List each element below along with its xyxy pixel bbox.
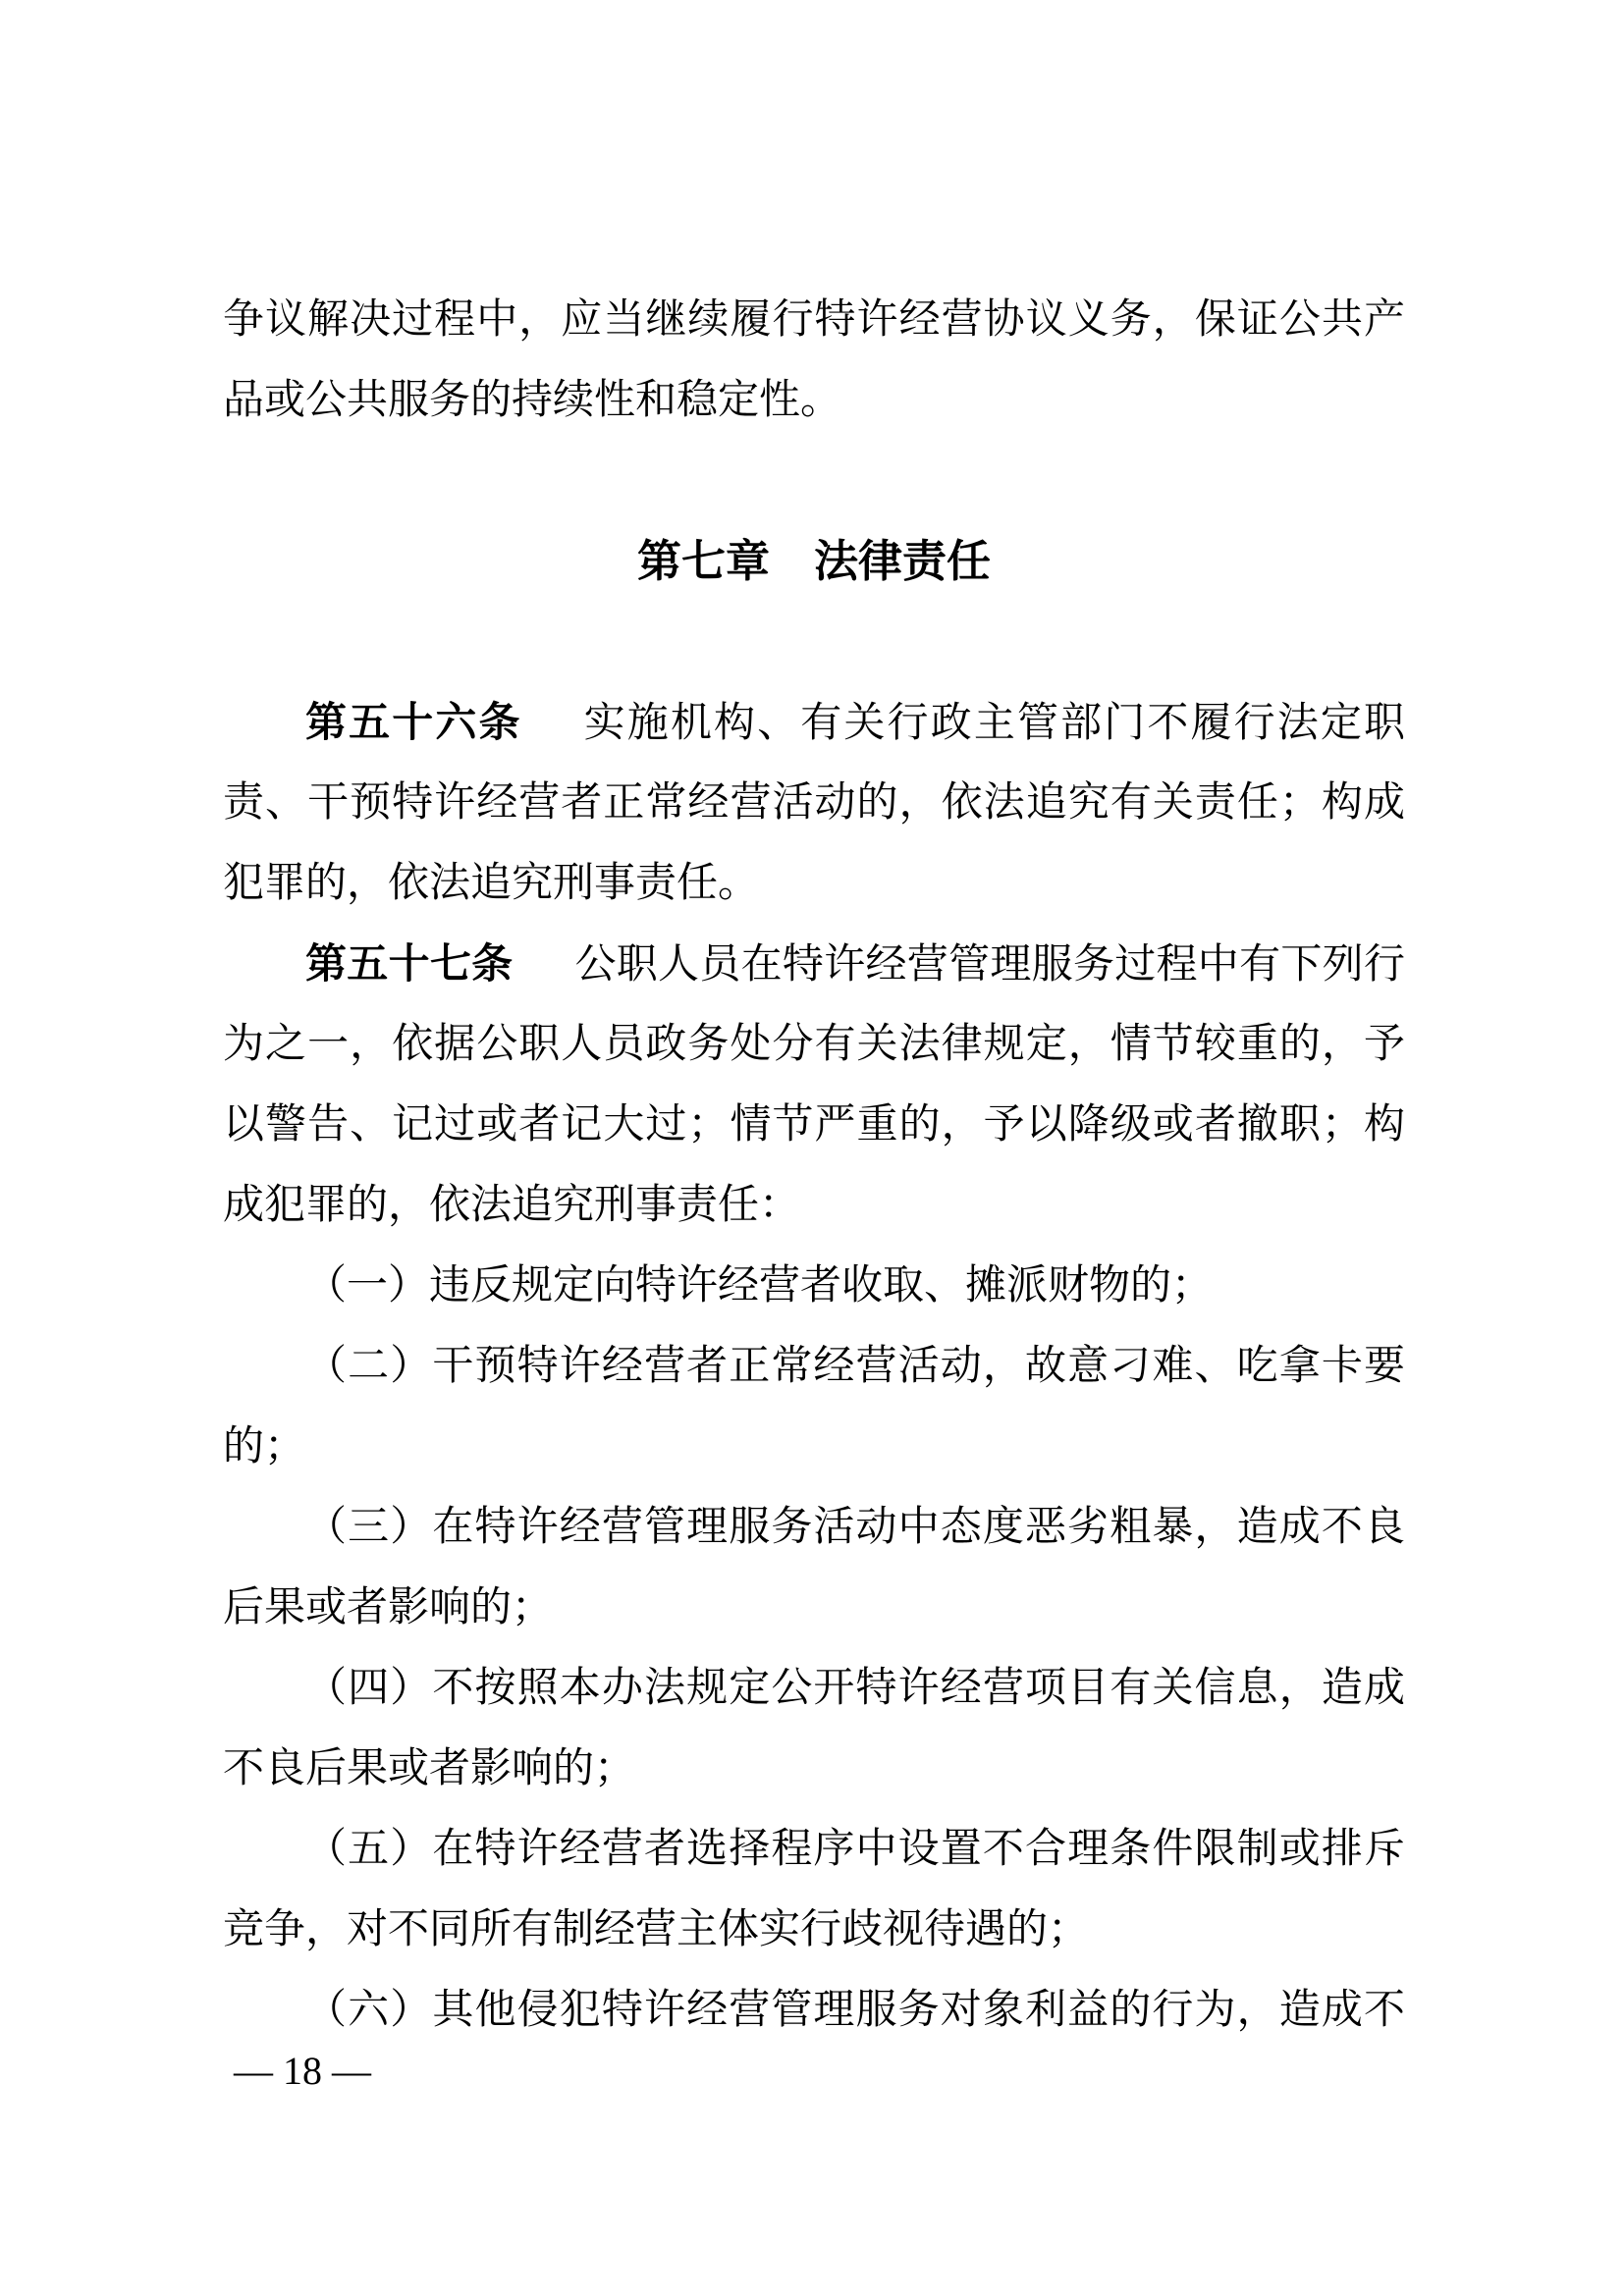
article-57-line: 为之一，依据公职人员政务处分有关法律规定，情节较重的，予 [223,1022,1405,1067]
item-3-line: 后果或者影响的； [223,1585,554,1630]
item-6-line: （六）其他侵犯特许经营管理服务对象利益的行为，造成不 [305,1988,1405,2033]
article-57-number: 第五十七条 [305,940,514,987]
chapter-heading: 第七章 法律责任 [636,536,991,586]
item-2-line: 的； [223,1424,306,1469]
item-5-line: （五）在特许经营者选择程序中设置不合理条件限制或排斥 [305,1827,1405,1872]
article-57-opening-line [223,924,1405,1004]
item-1-line: （一）违反规定向特许经营者收取、摊派财物的； [305,1263,1214,1308]
article-57-line: 以警告、记过或者记大过；情节严重的，予以降级或者撤职；构 [223,1102,1405,1148]
intro-line: 争议解决过程中，应当继续履行特许经营协议义务，保证公共产 [223,297,1405,343]
item-5-line: 竞争，对不同所有制经营主体实行歧视待遇的； [223,1907,1090,1952]
item-3-line: （三）在特许经营管理服务活动中态度恶劣粗暴，造成不良 [305,1505,1405,1550]
item-4-line: 不良后果或者影响的； [223,1746,636,1791]
article-56-text: 实施机构、有关行政主管部门不履行法定职 [583,701,1405,746]
article-56-opening-line [223,682,1405,763]
article-56-line: 责、干预特许经营者正常经营活动的，依法追究有关责任；构成 [223,780,1405,826]
body-text [223,280,1405,2051]
page-number-footer: — 18 — [234,2049,371,2093]
article-57-line: 成犯罪的，依法追究刑事责任： [223,1183,801,1228]
intro-line: 品或公共服务的持续性和稳定性。 [223,378,842,423]
article-57-text: 公职人员在特许经营管理服务过程中有下列行 [574,942,1405,988]
article-56-line: 犯罪的，依法追究刑事责任。 [223,861,760,906]
article-56-number: 第五十六条 [305,699,522,745]
item-4-line: （四）不按照本办法规定公开特许经营项目有关信息，造成 [305,1666,1405,1711]
item-2-line: （二）干预特许经营者正常经营活动，故意刁难、吃拿卡要 [305,1344,1405,1389]
